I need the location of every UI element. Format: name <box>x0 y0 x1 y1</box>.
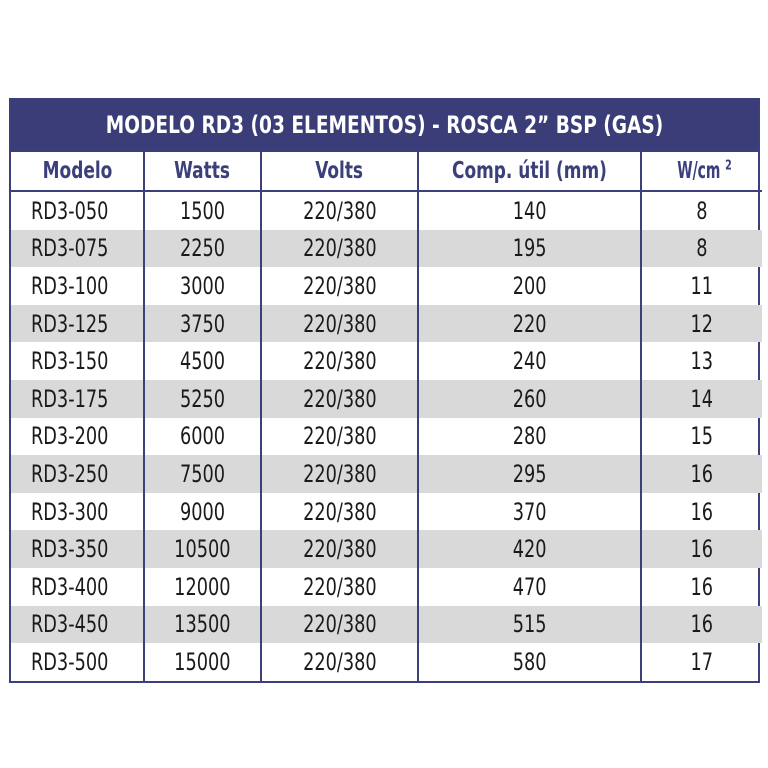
cell-comp: 280 <box>418 418 641 456</box>
cell-wcm: 13 <box>641 342 762 380</box>
cell-watts: 10500 <box>144 530 261 568</box>
cell-volts: 220/380 <box>261 606 418 644</box>
wcm-unit: W/cm <box>677 158 721 184</box>
cell-modelo: RD3-075 <box>11 230 144 268</box>
cell-watts: 4500 <box>144 342 261 380</box>
header-row <box>11 152 762 191</box>
cell-modelo: RD3-175 <box>11 380 144 418</box>
cell-watts: 2250 <box>144 230 261 268</box>
title-bar-wrap <box>11 100 758 152</box>
cell-comp: 515 <box>418 606 641 644</box>
cell-comp: 220 <box>418 305 641 343</box>
cell-watts: 5250 <box>144 380 261 418</box>
table-body <box>11 191 762 681</box>
cell-watts: 3750 <box>144 305 261 343</box>
cell-volts: 220/380 <box>261 380 418 418</box>
table-row <box>11 305 762 343</box>
table-row <box>11 530 762 568</box>
cell-comp: 140 <box>418 191 641 230</box>
cell-comp: 260 <box>418 380 641 418</box>
cell-watts: 15000 <box>144 643 261 681</box>
spec-table-card <box>9 98 760 683</box>
cell-modelo: RD3-250 <box>11 455 144 493</box>
col-header-comp: Comp. útil (mm) <box>418 152 641 191</box>
cell-modelo: RD3-400 <box>31 572 109 601</box>
cell-modelo: RD3-450 <box>11 606 144 644</box>
cell-volts: 220/380 <box>261 643 418 681</box>
table-row <box>11 191 762 230</box>
col-header-wcm <box>641 152 762 191</box>
cell-watts: 9000 <box>144 493 261 531</box>
cell-comp: 295 <box>418 455 641 493</box>
table-row <box>11 606 762 644</box>
cell-wcm: 11 <box>641 267 762 305</box>
table-row <box>11 342 762 380</box>
cell-modelo: RD3-350 <box>11 530 144 568</box>
cell-volts: 220/380 <box>261 191 418 230</box>
cell-watts: 7500 <box>144 455 261 493</box>
table-row <box>11 230 762 268</box>
cell-watts: 1500 <box>144 191 261 230</box>
cell-volts: 220/380 <box>261 305 418 343</box>
cell-wcm: 17 <box>641 643 762 681</box>
cell-volts: 220/380 <box>261 342 418 380</box>
cell-wcm: 8 <box>641 230 762 268</box>
cell-volts: 220/380 <box>261 230 418 268</box>
cell-modelo: RD3-500 <box>31 647 109 676</box>
cell-modelo: RD3-300 <box>31 497 109 526</box>
cell-wcm: 8 <box>641 191 762 230</box>
cell-wcm: 12 <box>641 305 762 343</box>
table-row <box>11 493 762 531</box>
col-header-modelo: Modelo <box>11 152 144 191</box>
cell-volts: 220/380 <box>261 493 418 531</box>
table-row <box>11 418 762 456</box>
cell-wcm: 16 <box>641 493 762 531</box>
cell-wcm: 16 <box>641 455 762 493</box>
cell-watts: 13500 <box>144 606 261 644</box>
cell-watts: 12000 <box>144 568 261 606</box>
table-row <box>11 643 762 681</box>
table-row <box>11 380 762 418</box>
table-title: MODELO RD3 (03 ELEMENTOS) - ROSCA 2” BSP (GAS) <box>63 100 705 150</box>
cell-volts: 220/380 <box>261 418 418 456</box>
table-row <box>11 267 762 305</box>
cell-modelo: RD3-100 <box>31 271 109 300</box>
cell-wcm: 14 <box>641 380 762 418</box>
cell-wcm: 16 <box>641 530 762 568</box>
cell-comp: 370 <box>418 493 641 531</box>
cell-comp: 580 <box>418 643 641 681</box>
cell-wcm: 16 <box>641 568 762 606</box>
cell-comp: 200 <box>418 267 641 305</box>
wcm-unit-exponent: 2 <box>724 158 732 174</box>
cell-modelo: RD3-200 <box>31 422 109 451</box>
table-row <box>11 455 762 493</box>
cell-wcm: 15 <box>641 418 762 456</box>
table-row <box>11 568 762 606</box>
cell-volts: 220/380 <box>261 455 418 493</box>
cell-volts: 220/380 <box>261 267 418 305</box>
cell-comp: 420 <box>418 530 641 568</box>
cell-watts: 6000 <box>144 418 261 456</box>
cell-comp: 470 <box>418 568 641 606</box>
col-header-volts: Volts <box>261 152 418 191</box>
cell-watts: 3000 <box>144 267 261 305</box>
cell-modelo: RD3-150 <box>31 347 109 376</box>
col-header-watts: Watts <box>144 152 261 191</box>
cell-volts: 220/380 <box>261 568 418 606</box>
spec-table <box>11 152 762 681</box>
cell-volts: 220/380 <box>261 530 418 568</box>
cell-wcm: 16 <box>641 606 762 644</box>
cell-modelo: RD3-050 <box>31 196 109 225</box>
cell-comp: 195 <box>418 230 641 268</box>
cell-modelo: RD3-125 <box>11 305 144 343</box>
cell-comp: 240 <box>418 342 641 380</box>
